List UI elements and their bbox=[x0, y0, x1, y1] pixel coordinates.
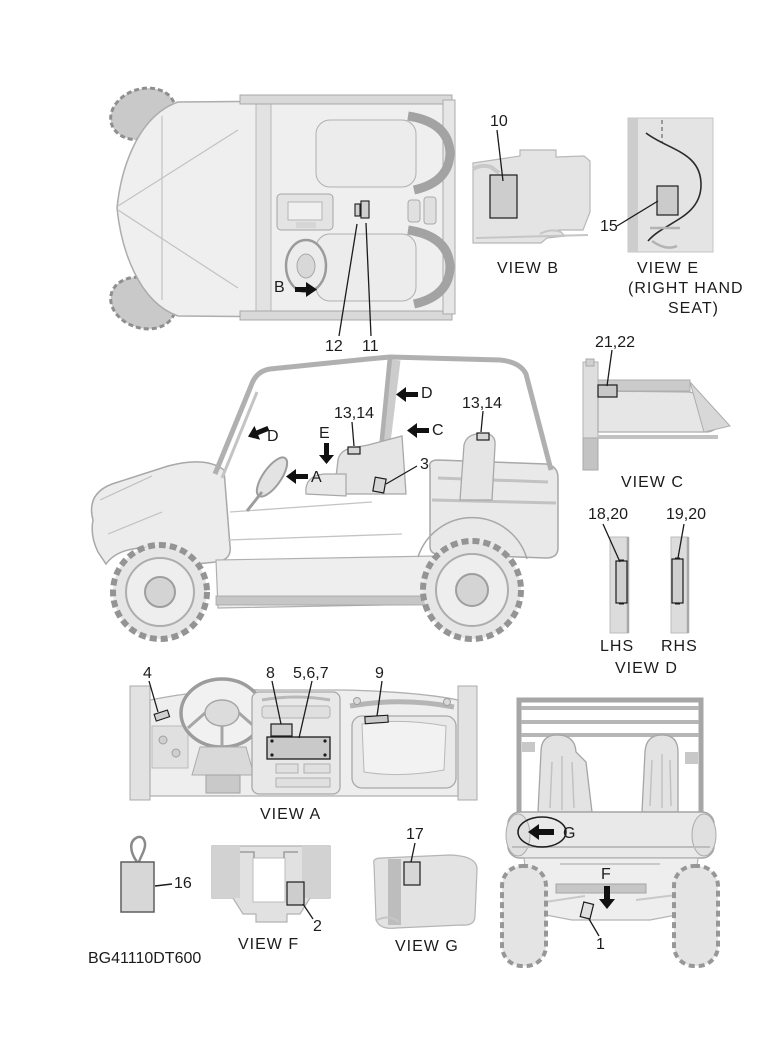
top-view-latch-2 bbox=[424, 197, 436, 224]
label-rect-3 bbox=[373, 477, 386, 493]
side-view-front-hub bbox=[145, 577, 175, 607]
arrow-d-left-label: D bbox=[267, 428, 279, 445]
arrow-e-label: E bbox=[319, 425, 330, 442]
arrow-a-label: A bbox=[311, 469, 322, 486]
view-a-screw-right bbox=[444, 699, 451, 706]
label-rect-19-20 bbox=[672, 559, 683, 603]
view-c-post-cap bbox=[586, 359, 594, 366]
callout-5-6-7: 5,6,7 bbox=[293, 665, 329, 682]
label-dot bbox=[323, 739, 326, 742]
view-a-title: VIEW A bbox=[260, 806, 322, 823]
callout-19-20: 19,20 bbox=[666, 506, 707, 523]
callout-9: 9 bbox=[375, 665, 384, 682]
callout-1: 1 bbox=[596, 936, 605, 953]
top-view-dash-strip bbox=[256, 100, 271, 314]
side-view-steering bbox=[251, 453, 292, 501]
rear-view-tire-right bbox=[674, 866, 718, 966]
label-rect-17 bbox=[404, 862, 420, 885]
leader-line-1 bbox=[589, 919, 599, 936]
callout-13-14-right: 13,14 bbox=[462, 395, 503, 412]
top-view-console-detail bbox=[296, 222, 316, 228]
arrow-g-label: G bbox=[563, 825, 576, 842]
callout-15: 15 bbox=[600, 218, 618, 235]
view-a-switch-3 bbox=[276, 778, 330, 787]
arrow-d-right-label: D bbox=[421, 385, 433, 402]
view-g-illustration bbox=[374, 843, 477, 928]
callout-8: 8 bbox=[266, 665, 275, 682]
side-view-door-lines bbox=[228, 502, 402, 540]
callout-2: 2 bbox=[313, 918, 322, 935]
rear-view-illustration bbox=[502, 700, 718, 966]
label-rect-18-20 bbox=[616, 561, 627, 603]
arrow-b-label: B bbox=[274, 279, 285, 296]
view-a-knob-1 bbox=[159, 736, 167, 744]
view-e-title: VIEW E bbox=[637, 260, 700, 277]
top-view-latch-1 bbox=[408, 200, 420, 222]
view-a-glovebox-lid bbox=[362, 721, 446, 774]
view-c-post-foot bbox=[583, 438, 598, 470]
label-dot bbox=[270, 753, 273, 756]
label-rect-2 bbox=[287, 882, 304, 905]
view-b-title: VIEW B bbox=[497, 260, 560, 277]
callout-4: 4 bbox=[143, 665, 152, 682]
view-d-lhs-label: LHS bbox=[600, 638, 635, 655]
view-e-illustration bbox=[617, 118, 713, 252]
arrow-a-icon bbox=[286, 469, 308, 484]
view-a-column-base bbox=[206, 775, 240, 793]
rear-view-vent-right bbox=[685, 752, 698, 764]
view-c-title: VIEW C bbox=[621, 474, 684, 491]
top-view-steering-hub bbox=[297, 254, 315, 278]
arrow-c-icon bbox=[407, 423, 429, 438]
callout-21-22: 21,22 bbox=[595, 334, 636, 351]
view-a-steering-hub bbox=[205, 700, 239, 726]
view-d-rhs-label: RHS bbox=[661, 638, 698, 655]
callout-18-20: 18,20 bbox=[588, 506, 629, 523]
view-a-left-post bbox=[130, 686, 150, 800]
callout-16: 16 bbox=[174, 875, 192, 892]
side-view-rear-hub bbox=[456, 574, 488, 606]
view-f-illustration bbox=[212, 846, 330, 922]
arrow-e-down-icon bbox=[319, 443, 334, 464]
top-view-rail-bottom bbox=[240, 311, 452, 320]
label-rect-13-14-right bbox=[477, 433, 489, 440]
top-view-seat-lower bbox=[316, 234, 416, 301]
label-rect-10 bbox=[490, 175, 517, 218]
leader-line-16 bbox=[155, 884, 172, 886]
view-a-screw-left bbox=[354, 698, 361, 705]
view-b-illustration bbox=[473, 130, 590, 243]
label-dot bbox=[323, 753, 326, 756]
top-view-rail-top bbox=[240, 95, 452, 104]
arrow-c-label: C bbox=[432, 422, 444, 439]
label-rect-11 bbox=[361, 201, 369, 218]
callout-12: 12 bbox=[325, 338, 343, 355]
view-a-switch-1 bbox=[276, 764, 298, 773]
view-a-illustration bbox=[130, 679, 477, 800]
callout-11: 11 bbox=[362, 338, 379, 355]
rear-view-bed-right-end bbox=[692, 814, 716, 856]
view-a-knob-2 bbox=[172, 749, 180, 757]
view-a-switch-2 bbox=[304, 764, 330, 773]
label-rect-9 bbox=[365, 715, 388, 724]
view-e-subtitle-1: (RIGHT HAND bbox=[628, 280, 744, 297]
label-dot bbox=[270, 739, 273, 742]
key-tag-body bbox=[121, 862, 154, 912]
view-f-title: VIEW F bbox=[238, 936, 300, 953]
label-rect-13-14-left bbox=[348, 447, 360, 454]
view-f-left-wing bbox=[212, 846, 240, 898]
side-view-rear-seat bbox=[460, 434, 495, 500]
key-tag-illustration bbox=[121, 837, 172, 912]
view-f-right-wing bbox=[302, 846, 330, 898]
label-rect-21-22 bbox=[598, 385, 617, 397]
top-view-console-inner bbox=[288, 202, 322, 220]
view-a-right-post bbox=[458, 686, 477, 800]
label-rect-8 bbox=[271, 724, 292, 736]
rear-view-seat-right bbox=[642, 735, 678, 812]
rear-view-seat-left bbox=[538, 735, 592, 812]
side-view-sill bbox=[216, 596, 438, 605]
label-rect-15 bbox=[657, 186, 678, 215]
rear-view-roof-bars bbox=[521, 708, 699, 735]
rear-view-vent-left bbox=[522, 742, 535, 752]
view-a-vent bbox=[262, 706, 330, 718]
drawing-code: BG41110DT600 bbox=[88, 950, 202, 967]
view-e-subtitle-2: SEAT) bbox=[668, 300, 719, 317]
view-g-title: VIEW G bbox=[395, 938, 459, 955]
view-a-left-panel bbox=[152, 726, 188, 768]
view-c-illustration bbox=[583, 350, 730, 470]
top-view-illustration bbox=[104, 80, 455, 337]
view-d-illustration bbox=[603, 524, 688, 633]
side-view-steering-column bbox=[247, 492, 262, 511]
top-view-seat-upper bbox=[316, 120, 416, 187]
label-rect-12 bbox=[355, 204, 360, 216]
view-g-hatch-strip bbox=[388, 859, 401, 925]
key-tag-loop bbox=[131, 837, 145, 862]
callout-17: 17 bbox=[406, 826, 424, 843]
arrow-d-right-icon bbox=[396, 387, 418, 402]
label-rect-5-6-7 bbox=[267, 737, 330, 759]
leader-line-2 bbox=[303, 904, 313, 919]
view-e-edge-strip bbox=[628, 118, 638, 252]
view-f-window bbox=[253, 858, 285, 902]
callout-13-14-left: 13,14 bbox=[334, 405, 375, 422]
callout-3: 3 bbox=[420, 456, 429, 473]
callout-10: 10 bbox=[490, 113, 508, 130]
rear-view-bumper bbox=[556, 884, 646, 893]
rear-view-tire-left bbox=[502, 866, 546, 966]
arrow-f-label: F bbox=[601, 866, 611, 883]
view-a-column bbox=[192, 747, 254, 775]
view-d-title: VIEW D bbox=[615, 660, 678, 677]
